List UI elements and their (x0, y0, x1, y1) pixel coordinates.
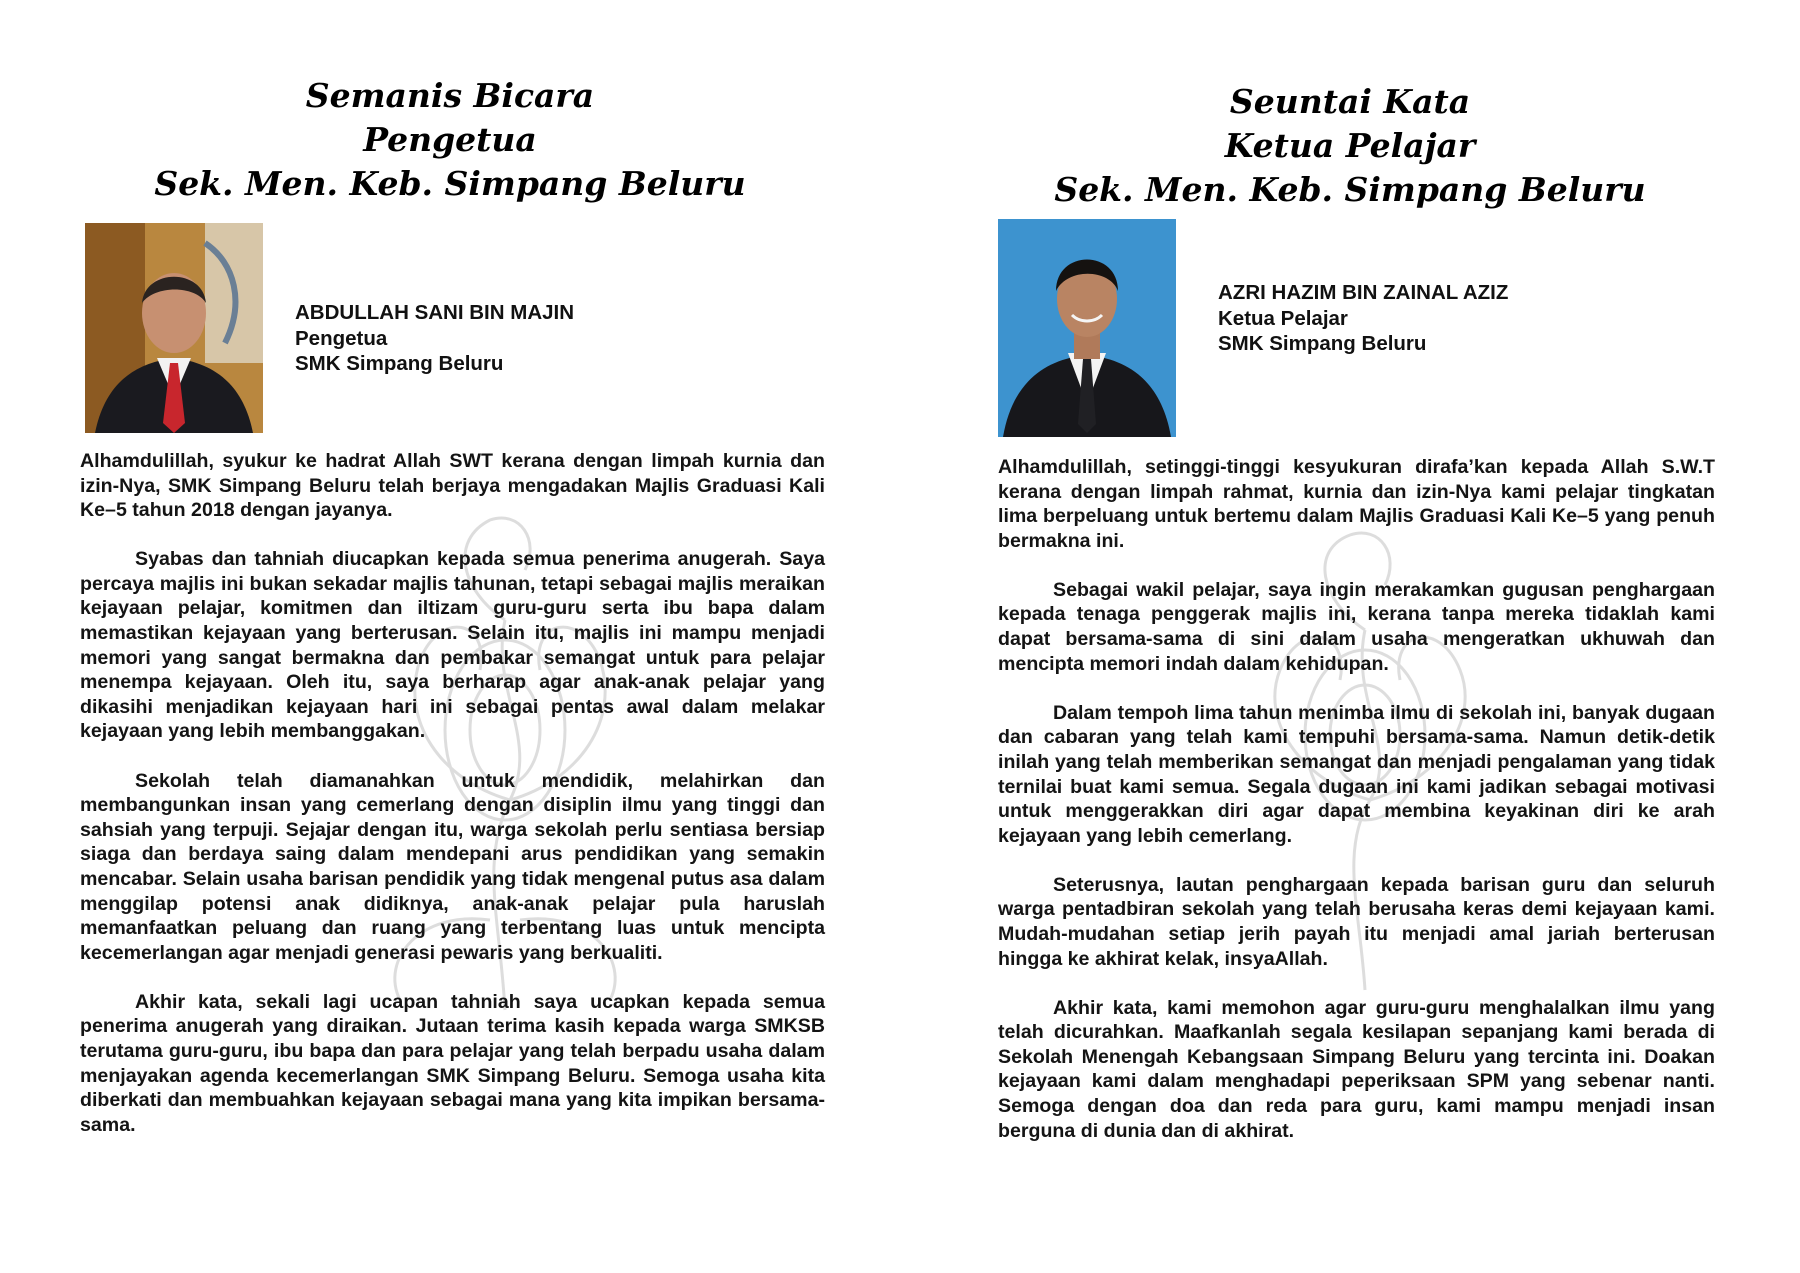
paragraph: Syabas dan tahniah diucapkan kepada semua penerima anugerah. Saya percaya majlis ini bukan sekadar majlis tahunan, tetapi sebagai majlis meraikan kejayaan pelajar, komitmen dan iltizam guru-guru serta ibu bapa dalam memastikan kejayaan yang berterusan. Selain itu, majlis ini mampu menjadi memori yang sangat bermakna dan pembakar semangat untuk para pelajar menempa kejayaan. Oleh itu, saya berharap agar anak-anak pelajar yang dikasihi menjadikan kejayaan hari ini sebagai pentas awal dalam melakar kejayaan yang lebih membanggakan. (80, 548, 825, 743)
title-line: Sek. Men. Keb. Simpang Beluru (1054, 170, 1646, 209)
head-student-message-body (998, 455, 1715, 1168)
principal-page-title (80, 74, 820, 206)
head-student-page-title (980, 80, 1720, 212)
head-student-identity (1218, 280, 1508, 357)
principal-role: Pengetua (295, 326, 388, 350)
title-line: Semanis Bicara (305, 76, 595, 115)
paragraph: Sekolah telah diamanahkan untuk mendidik, melahirkan dan membangunkan insan yang cemerlang dengan disiplin ilmu yang tinggi dan sahsiah yang terpuji. Sejajar dengan itu, warga sekolah perlu sentiasa bersiap siaga dan berdaya saing dalam mendepani arus pendidikan yang semakin mencabar. Selain usaha barisan pendidik yang tidak mengenal putus asa dalam menggilap potensi anak didiknya, anak-anak pelajar pula haruslah memanfaatkan peluang dan ruang yang terbentang luas untuk mencipta kecemerlangan agar menjadi generasi pewaris yang berkualiti. (80, 769, 825, 964)
title-line: Sek. Men. Keb. Simpang Beluru (154, 164, 746, 203)
principal-photo (85, 223, 263, 433)
title-line: Pengetua (363, 120, 537, 159)
title-line: Seuntai Kata (1229, 82, 1471, 121)
head-student-school: SMK Simpang Beluru (1218, 332, 1427, 355)
head-student-photo (998, 219, 1176, 437)
head-student-name: AZRI HAZIM BIN ZAINAL AZIZ (1218, 281, 1509, 304)
paragraph: Akhir kata, sekali lagi ucapan tahniah saya ucapkan kepada semua penerima anugerah yang diraikan. Jutaan terima kasih kepada warga SMKSB terutama guru-guru, ibu bapa dan para pelajar yang telah berpadu usaha dalam menjayakan agenda kecemerlangan SMK Simpang Beluru. Semoga usaha kita diberkati dan membuahkan kejayaan sebagai mana yang kita impikan bersama-sama. (80, 990, 825, 1136)
paragraph: Akhir kata, kami memohon agar guru-guru menghalalkan ilmu yang telah dicurahkan. Maafkanlah segala kesilapan sepanjang kami berada di Sekolah Menengah Kebangsaan Simpang Beluru yang tercinta ini. Doakan kejayaan kami dalam menghadapi peperiksaan SPM yang sebenar nanti. Semoga dengan doa dan reda para guru, kami mampu menjadi insan berguna di dunia dan di akhirat. (998, 996, 1715, 1142)
paragraph: Dalam tempoh lima tahun menimba ilmu di sekolah ini, banyak dugaan dan cabaran yang telah kami tempuhi bersama-sama. Namun detik-detik inilah yang telah memberikan semangat dan menjadi pengalaman yang tidak ternilai buat kami semua. Segala dugaan ini kami jadikan sebagai motivasi untuk menggerakkan diri agar dapat membina keyakinan diri ke arah kejayaan yang lebih cemerlang. (998, 701, 1715, 847)
head-student-message-page (900, 0, 1800, 1273)
title-line: Ketua Pelajar (1224, 126, 1476, 165)
principal-school: SMK Simpang Beluru (295, 352, 504, 375)
principal-name: ABDULLAH SANI BIN MAJIN (295, 301, 575, 324)
principal-message-body (80, 449, 825, 1162)
paragraph: Sebagai wakil pelajar, saya ingin merakamkan gugusan penghargaan kepada tenaga penggerak majlis ini, kerana tanpa mereka tidaklah kami dapat bersama-sama di sini dalam usaha mengeratkan ukhuwah dan mencipta memori indah dalam kehidupan. (998, 578, 1715, 675)
paragraph: Alhamdulillah, syukur ke hadrat Allah SWT kerana dengan limpah kurnia dan izin-Nya, SMK Simpang Beluru telah berjaya mengadakan Majlis Graduasi Kali Ke–5 tahun 2018 dengan jayanya. (80, 450, 825, 522)
paragraph: Seterusnya, lautan penghargaan kepada barisan guru dan seluruh warga pentadbiran sekolah yang telah berusaha keras demi kejayaan kami. Mudah-mudahan setiap jerih payah itu menjadi amal jariah berterusan hingga ke akhirat kelak, insyaAllah. (998, 873, 1715, 970)
principal-identity (295, 300, 574, 377)
paragraph: Alhamdulillah, setinggi-tinggi kesyukuran dirafa’kan kepada Allah S.W.T kerana dengan limpah rahmat, kurnia dan izin-Nya kami pelajar tingkatan lima berpeluang untuk bertemu dalam Majlis Graduasi Kali Ke–5 yang penuh bermakna ini. (998, 456, 1715, 552)
head-student-role: Ketua Pelajar (1218, 306, 1348, 330)
